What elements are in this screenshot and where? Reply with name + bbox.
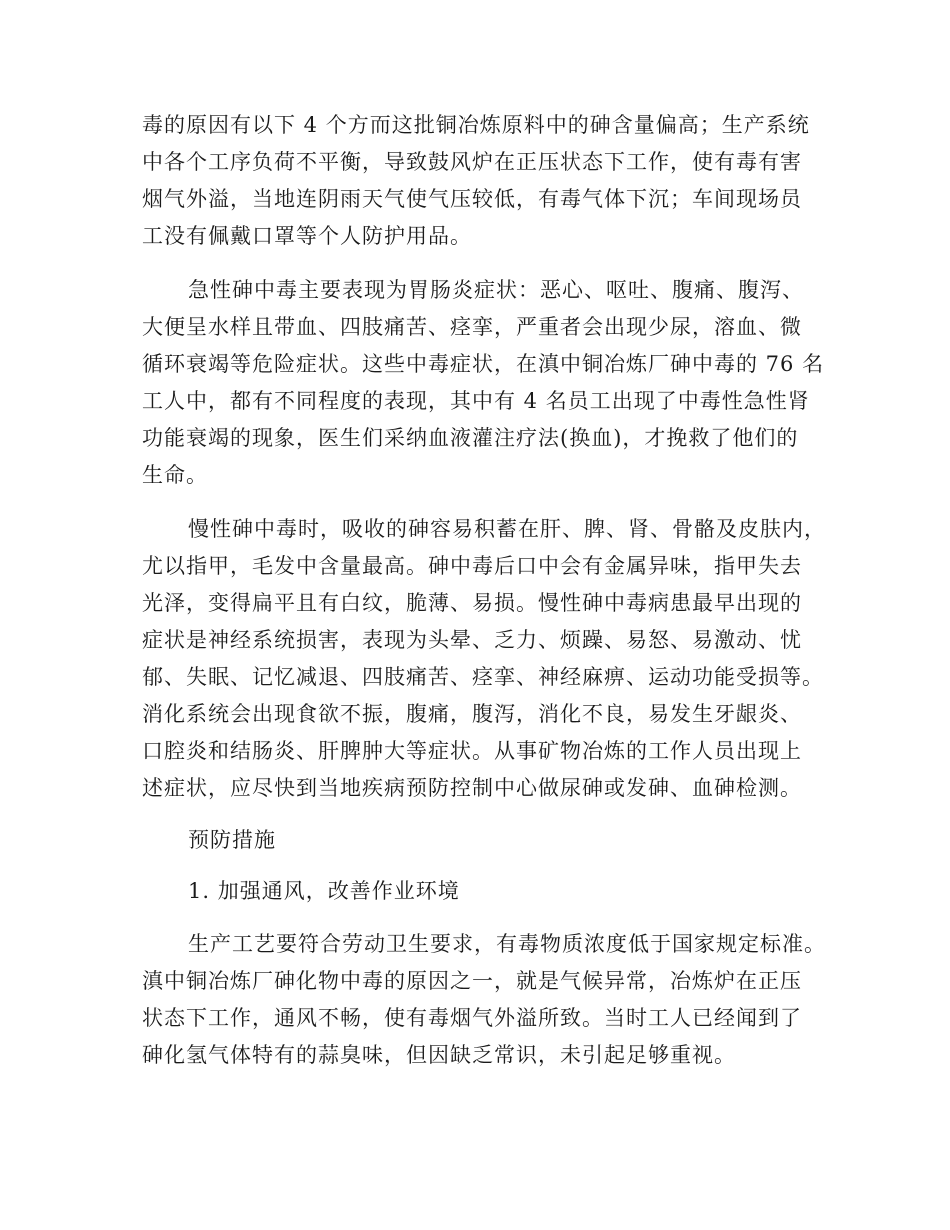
text-line: 滇中铜冶炼厂砷化物中毒的原因之一，就是气候异常，冶炼炉在正压 [142, 969, 802, 993]
section-heading-prevention [142, 822, 812, 859]
text-line: 急性砷中毒主要表现为胃肠炎症状：恶心、呕吐、腹痛、腹泻、 [188, 278, 804, 302]
text-line: 郁、失眠、记忆减退、四肢痛苦、痉挛、神经麻痹、运动功能受损等。 [142, 665, 824, 689]
text-line: 中各个工序负荷不平衡，导致鼓风炉在正压状态下工作，使有毒有害 [142, 150, 802, 174]
text-line: 循环衰竭等危险症状。这些中毒症状，在滇中铜冶炼厂砷中毒的 76 名 [142, 352, 825, 376]
text-line: 消化系统会出现食欲不振，腹痛，腹泻，消化不良，易发生牙龈炎、 [142, 702, 802, 726]
text-line: 工人中，都有不同程度的表现，其中有 4 名员工出现了中毒性急性肾 [142, 389, 810, 413]
paragraph-ventilation [142, 926, 826, 1074]
text-line: 光泽，变得扁平且有白纹，脆薄、易损。慢性砷中毒病患最早出现的 [142, 591, 802, 615]
text-line: 预防措施 [188, 828, 276, 852]
text-line: 工没有佩戴口罩等个人防护用品。 [142, 224, 472, 248]
text-line: 尤以指甲，毛发中含量最高。砷中毒后口中会有金属异味，指甲失去 [142, 554, 802, 578]
paragraph-acute-symptoms [142, 272, 825, 494]
text-line: 慢性砷中毒时，吸收的砷容易积蓄在肝、脾、肾、骨骼及皮肤内， [188, 517, 826, 541]
text-line: 状态下工作，通风不畅，使有毒烟气外溢所致。当时工人已经闻到了 [142, 1006, 802, 1030]
text-line: 生产工艺要符合劳动卫生要求，有毒物质浓度低于国家规定标准。 [188, 932, 826, 956]
text-line: 症状是神经系统损害，表现为头晕、乏力、烦躁、易怒、易激动、忧 [142, 628, 802, 652]
text-line: 1. 加强通风，改善作业环境 [188, 879, 460, 903]
text-line: 述症状，应尽快到当地疾病预防控制中心做尿砷或发砷、血砷检测。 [142, 776, 802, 800]
text-line: 烟气外溢，当地连阴雨天气使气压较低，有毒气体下沉；车间现场员 [142, 187, 802, 211]
subheading-ventilation [142, 873, 812, 910]
text-line: 砷化氢气体特有的蒜臭味，但因缺乏常识，未引起足够重视。 [142, 1043, 736, 1067]
text-line: 口腔炎和结肠炎、肝脾肿大等症状。从事矿物冶炼的工作人员出现上 [142, 739, 802, 763]
text-line: 毒的原因有以下 4 个方而这批铜冶炼原料中的砷含量偏高；生产系统 [142, 113, 810, 137]
text-line: 大便呈水样且带血、四肢痛苦、痉挛，严重者会出现少尿，溶血、微 [142, 315, 802, 339]
paragraph-chronic-symptoms [142, 511, 826, 807]
text-line: 功能衰竭的现象，医生们采纳血液灌注疗法(换血)，才挽救了他们的 [142, 426, 799, 450]
paragraph-cause [142, 107, 812, 255]
text-line: 生命。 [142, 463, 208, 487]
